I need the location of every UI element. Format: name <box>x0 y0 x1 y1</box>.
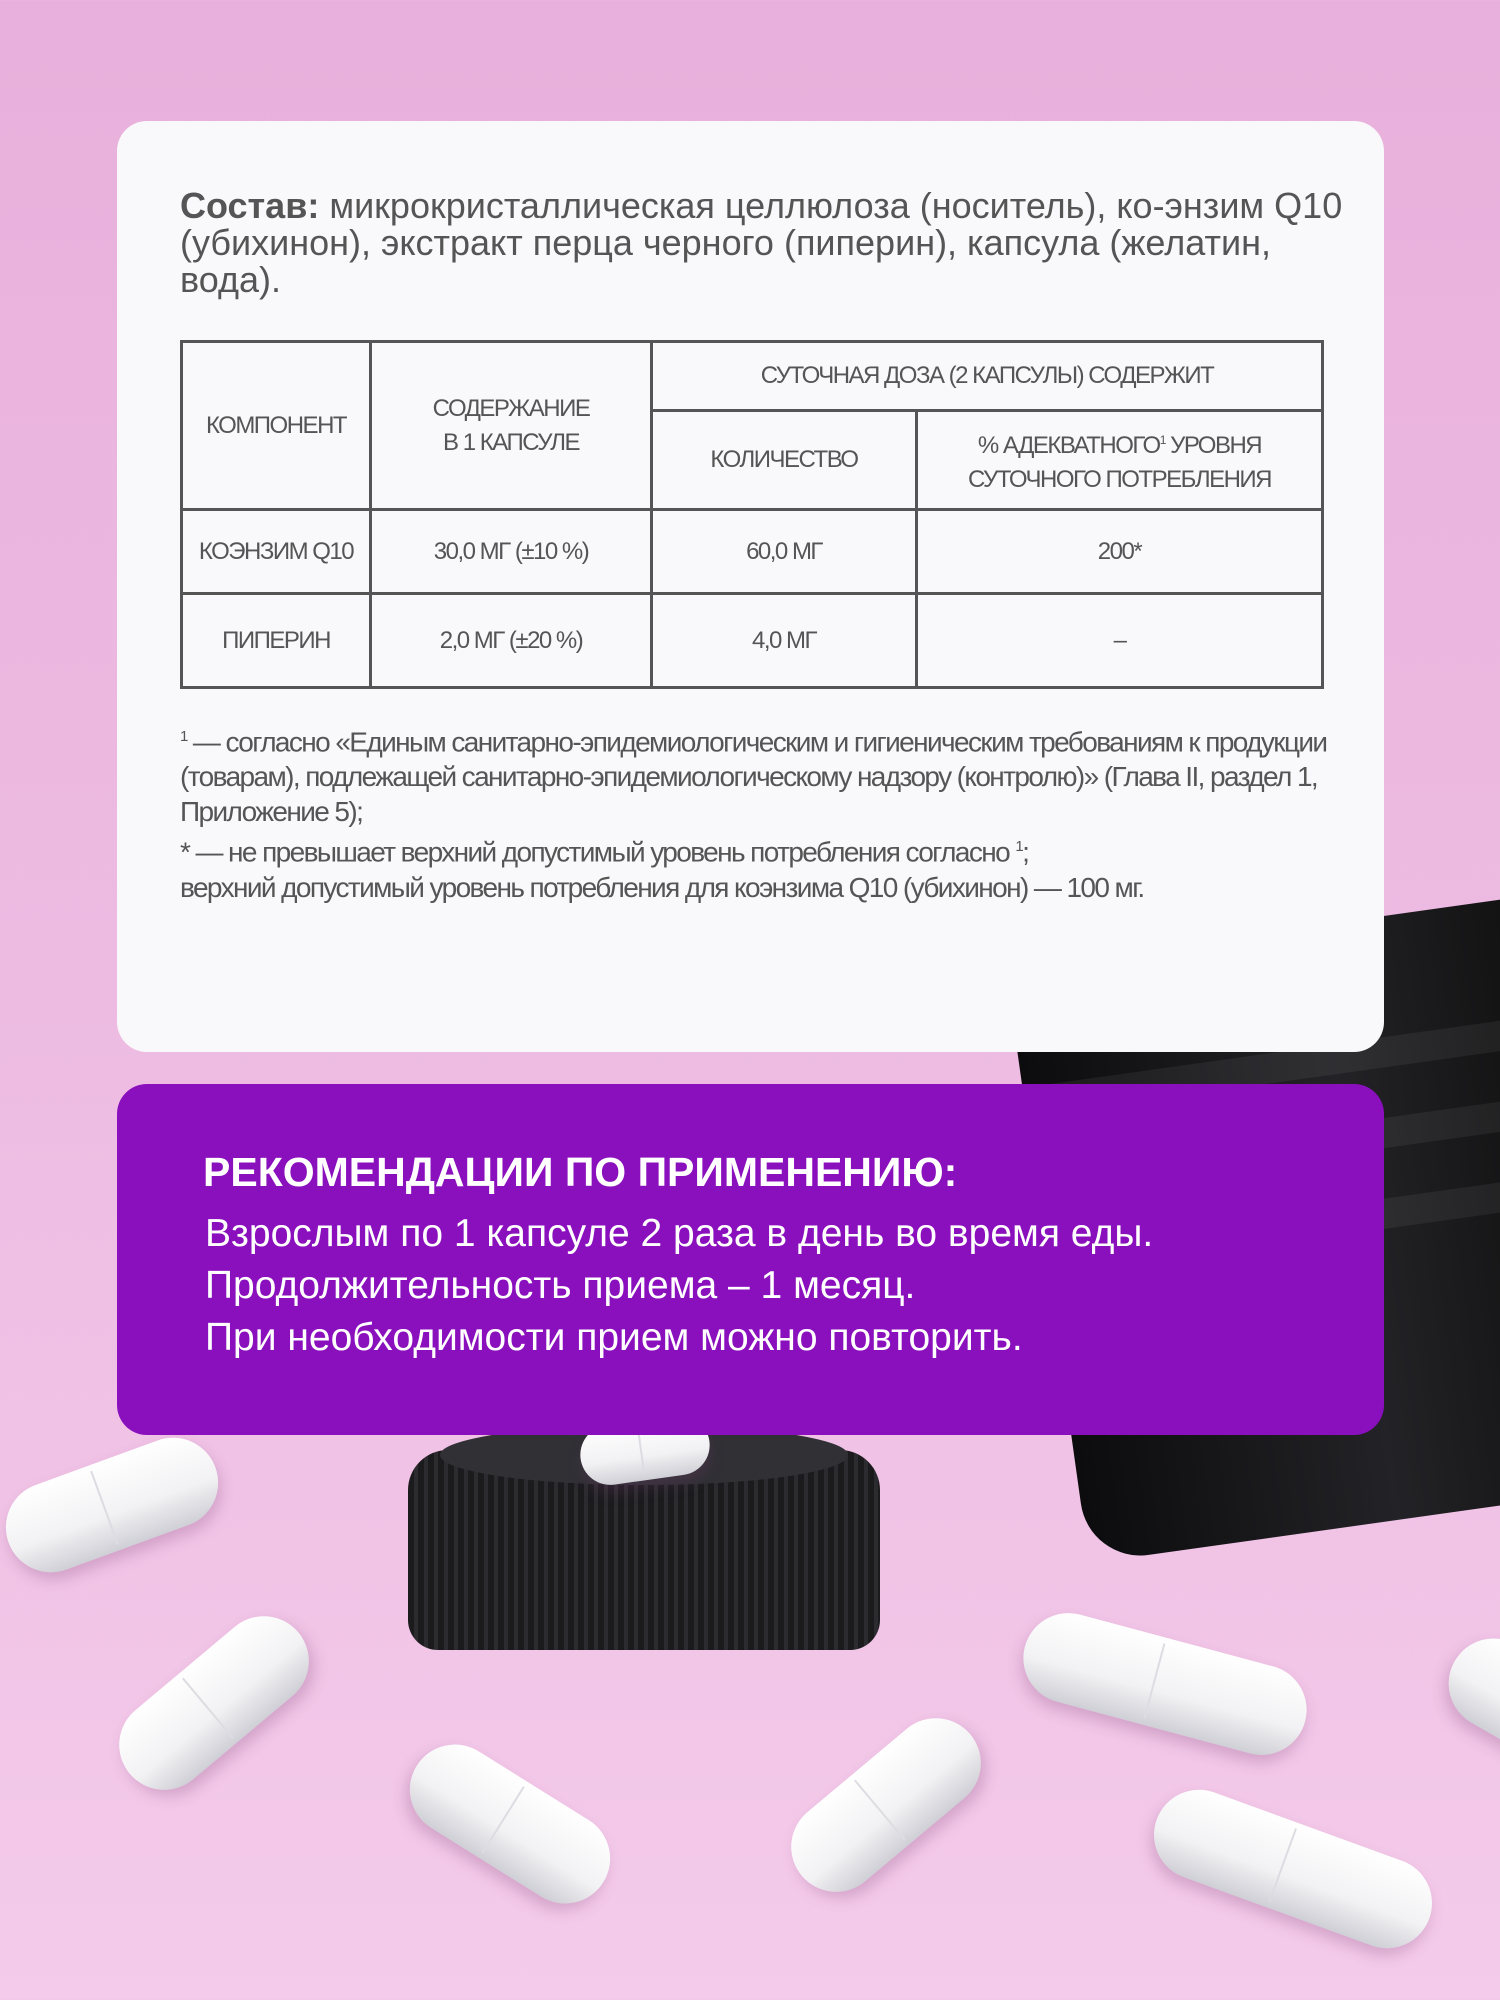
capsule-image <box>1013 1603 1316 1765</box>
table-row <box>182 510 1323 594</box>
cell-per-capsule: 30,0 МГ (±10 %) <box>371 510 652 594</box>
usage-line: Продолжительность приема – 1 месяц. <box>205 1264 916 1307</box>
cell-percent: 200* <box>917 510 1323 594</box>
header-amount: КОЛИЧЕСТВО <box>652 411 917 510</box>
composition-ingredients: микрокристаллическая целлюлоза (носитель), ко-энзим Q10 (убихинон), экстракт перца черного (пиперин), капсула (желатин, вода). <box>180 185 1343 300</box>
header-per-capsule: СОДЕРЖАНИЕ В 1 КАПСУЛЕ <box>371 342 652 510</box>
capsule-image <box>0 1425 231 1585</box>
capsule-image <box>1141 1777 1444 1961</box>
usage-line: При необходимости прием можно повторить. <box>205 1316 1023 1359</box>
header-component: КОМПОНЕНТ <box>182 342 371 510</box>
footnote-asterisk: * — не превышает верхний допустимый уровень потребления согласно $^1$; <box>180 836 1029 868</box>
composition-label: Состав: <box>180 185 320 226</box>
composition-text <box>180 187 1350 298</box>
table-row <box>182 594 1323 688</box>
composition-card <box>117 121 1384 1052</box>
usage-title: РЕКОМЕНДАЦИИ ПО ПРИМЕНЕНИЮ: <box>203 1149 958 1195</box>
cell-amount: 4,0 МГ <box>652 594 917 688</box>
capsule-image <box>1432 1622 1500 1810</box>
usage-line: Взрослым по 1 капсуле 2 раза в день во время еды. <box>205 1212 1154 1255</box>
header-percent: % АДЕКВАТНОГО$^1$ УРОВНЯ СУТОЧНОГО ПОТРЕБЛЕНИЯ <box>917 411 1323 510</box>
header-daily-dose: СУТОЧНАЯ ДОЗА (2 КАПСУЛЫ) СОДЕРЖИТ <box>652 342 1323 411</box>
nutrition-table <box>180 340 1324 689</box>
cell-per-capsule: 2,0 МГ (±20 %) <box>371 594 652 688</box>
cell-component: КОЭНЗИМ Q10 <box>182 510 371 594</box>
capsule-image <box>393 1728 627 1921</box>
footnotes <box>180 719 1350 905</box>
cell-component: ПИПЕРИН <box>182 594 371 688</box>
capsule-image <box>101 1598 327 1808</box>
capsule-image <box>773 1700 999 1910</box>
usage-recommendations-card <box>117 1084 1384 1435</box>
footnote-upper-limit: верхний допустимый уровень потребления для коэнзима Q10 (убихинон) — 100 мг. <box>180 871 1144 903</box>
cell-amount: 60,0 МГ <box>652 510 917 594</box>
footnote-1: $^1$ — согласно «Единым санитарно-эпидемиологическим и гигиеническим требованиям к продукции (товарам), подлежащей санитарно-эпидемиологическому надзору (контролю)» (Глава II, раздел 1, Приложение 5); <box>180 726 1327 828</box>
cell-percent: – <box>917 594 1323 688</box>
